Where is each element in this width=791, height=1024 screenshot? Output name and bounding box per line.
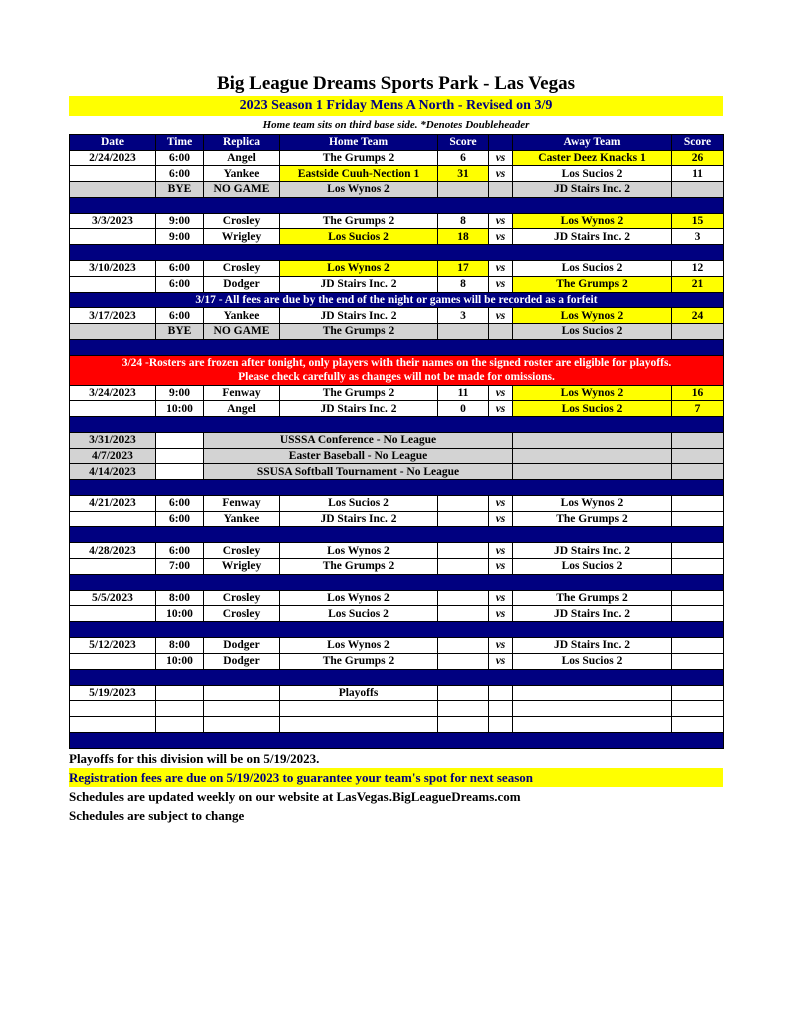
time-cell — [156, 448, 204, 464]
date-cell: 5/19/2023 — [70, 685, 156, 701]
game-row — [70, 229, 724, 245]
away-score-cell — [672, 590, 724, 606]
date-cell — [70, 229, 156, 245]
away-team-cell: JD Stairs Inc. 2 — [513, 182, 672, 198]
away-team-cell: Los Wynos 2 — [513, 385, 672, 401]
away-team-cell: JD Stairs Inc. 2 — [513, 638, 672, 654]
separator-row — [70, 197, 724, 213]
home-team-note: Home team sits on third base side. *Denotes Doubleheader — [262, 119, 530, 131]
date-cell — [70, 166, 156, 182]
blank-cell — [489, 685, 513, 701]
home-score-cell: 31 — [438, 166, 489, 182]
no-league-text: USSSA Conference - No League — [204, 432, 513, 448]
blank-cell — [438, 716, 489, 732]
separator-cell — [70, 574, 724, 590]
home-score-cell: 18 — [438, 229, 489, 245]
replica-cell: Dodger — [204, 276, 280, 292]
game-row — [70, 308, 724, 324]
header-home-team: Home Team — [280, 135, 438, 151]
time-cell — [156, 716, 204, 732]
time-cell: 10:00 — [156, 653, 204, 669]
time-cell: 7:00 — [156, 559, 204, 575]
replica-cell: Crosley — [204, 261, 280, 277]
home-score-cell — [438, 559, 489, 575]
date-cell — [70, 182, 156, 198]
date-cell: 5/12/2023 — [70, 638, 156, 654]
game-row — [70, 166, 724, 182]
home-team-cell: Los Wynos 2 — [280, 543, 438, 559]
home-score-cell: 0 — [438, 401, 489, 417]
time-cell — [156, 432, 204, 448]
notice-text: 3/17 - All fees are due by the end of the night or games will be recorded as a forfeit — [70, 292, 724, 308]
away-team-cell: The Grumps 2 — [513, 590, 672, 606]
schedule-page — [69, 72, 723, 825]
home-score-cell: 6 — [438, 150, 489, 166]
separator-row — [70, 669, 724, 685]
game-row — [70, 385, 724, 401]
away-team-cell: The Grumps 2 — [513, 511, 672, 527]
home-team-cell: JD Stairs Inc. 2 — [280, 401, 438, 417]
replica-cell: Angel — [204, 401, 280, 417]
away-team-cell — [513, 432, 672, 448]
home-score-cell — [438, 638, 489, 654]
bye-row — [70, 323, 724, 339]
vs-cell — [489, 323, 513, 339]
date-cell: 4/7/2023 — [70, 448, 156, 464]
separator-row — [70, 480, 724, 496]
blank-cell — [438, 685, 489, 701]
time-cell: 6:00 — [156, 496, 204, 512]
away-team-cell: Los Sucios 2 — [513, 166, 672, 182]
date-cell — [70, 559, 156, 575]
away-team-cell — [513, 464, 672, 480]
vs-cell: vs — [489, 166, 513, 182]
no-league-row — [70, 432, 724, 448]
away-score-cell — [672, 432, 724, 448]
away-score-cell: 16 — [672, 385, 724, 401]
home-score-cell: 17 — [438, 261, 489, 277]
blank-cell — [438, 701, 489, 717]
home-score-cell — [438, 606, 489, 622]
vs-cell: vs — [489, 276, 513, 292]
schedule-body — [70, 135, 724, 749]
game-row — [70, 276, 724, 292]
time-cell: 6:00 — [156, 150, 204, 166]
replica-cell: Fenway — [204, 385, 280, 401]
home-team-cell — [280, 716, 438, 732]
no-league-text: Easter Baseball - No League — [204, 448, 513, 464]
home-team-cell: Playoffs — [280, 685, 438, 701]
home-team-cell: JD Stairs Inc. 2 — [280, 511, 438, 527]
time-cell: 8:00 — [156, 638, 204, 654]
separator-cell — [70, 480, 724, 496]
date-cell — [70, 606, 156, 622]
roster-notice-line: 3/24 -Rosters are frozen after tonight, only players with their names on the signed roster are eligible for playoffs. — [121, 357, 672, 370]
replica-cell: Crosley — [204, 543, 280, 559]
roster-notice-cell — [70, 355, 724, 385]
time-cell: 6:00 — [156, 543, 204, 559]
date-cell — [70, 701, 156, 717]
home-team-cell — [280, 701, 438, 717]
away-score-cell: 26 — [672, 150, 724, 166]
vs-cell: vs — [489, 511, 513, 527]
blank-cell — [489, 716, 513, 732]
vs-cell: vs — [489, 261, 513, 277]
home-score-cell — [438, 323, 489, 339]
replica-cell: Angel — [204, 150, 280, 166]
replica-cell: Crosley — [204, 213, 280, 229]
date-cell: 3/3/2023 — [70, 213, 156, 229]
date-cell — [70, 653, 156, 669]
blank-cell — [672, 685, 724, 701]
change-note: Schedules are subject to change — [69, 807, 245, 823]
season-subtitle: 2023 Season 1 Friday Mens A North - Revised on 3/9 — [69, 96, 723, 116]
home-score-cell: 8 — [438, 213, 489, 229]
game-row — [70, 590, 724, 606]
separator-row — [70, 416, 724, 432]
date-cell: 4/28/2023 — [70, 543, 156, 559]
away-team-cell: The Grumps 2 — [513, 276, 672, 292]
time-cell: 8:00 — [156, 590, 204, 606]
separator-cell — [70, 197, 724, 213]
replica-cell — [204, 701, 280, 717]
home-team-cell: The Grumps 2 — [280, 323, 438, 339]
date-cell: 2/24/2023 — [70, 150, 156, 166]
replica-cell: Yankee — [204, 511, 280, 527]
separator-cell — [70, 622, 724, 638]
replica-cell: Yankee — [204, 166, 280, 182]
time-cell: 6:00 — [156, 511, 204, 527]
game-row — [70, 511, 724, 527]
home-team-cell: Los Sucios 2 — [280, 229, 438, 245]
game-row — [70, 401, 724, 417]
time-cell: 10:00 — [156, 401, 204, 417]
replica-cell: Crosley — [204, 590, 280, 606]
home-team-cell: JD Stairs Inc. 2 — [280, 276, 438, 292]
separator-cell — [70, 732, 724, 748]
away-team-cell: Los Sucios 2 — [513, 261, 672, 277]
away-score-cell — [672, 543, 724, 559]
vs-cell: vs — [489, 308, 513, 324]
time-cell: 6:00 — [156, 276, 204, 292]
time-cell — [156, 685, 204, 701]
date-cell — [70, 401, 156, 417]
date-cell — [70, 323, 156, 339]
away-score-cell — [672, 182, 724, 198]
vs-cell — [489, 182, 513, 198]
away-team-cell — [513, 448, 672, 464]
away-team-cell: Caster Deez Knacks 1 — [513, 150, 672, 166]
date-cell: 3/24/2023 — [70, 385, 156, 401]
home-team-cell: JD Stairs Inc. 2 — [280, 308, 438, 324]
header-time: Time — [156, 135, 204, 151]
home-score-cell: 11 — [438, 385, 489, 401]
home-score-cell — [438, 590, 489, 606]
separator-row — [70, 527, 724, 543]
date-cell: 3/10/2023 — [70, 261, 156, 277]
away-score-cell: 3 — [672, 229, 724, 245]
separator-row — [70, 574, 724, 590]
home-team-cell: Los Wynos 2 — [280, 182, 438, 198]
replica-cell: Crosley — [204, 606, 280, 622]
date-cell — [70, 511, 156, 527]
no-league-text: SSUSA Softball Tournament - No League — [204, 464, 513, 480]
away-team-cell: Los Sucios 2 — [513, 559, 672, 575]
replica-cell: Wrigley — [204, 229, 280, 245]
time-cell: 9:00 — [156, 385, 204, 401]
playoffs-note: Playoffs for this division will be on 5/19/2023. — [69, 750, 320, 766]
time-cell — [156, 464, 204, 480]
replica-cell: NO GAME — [204, 323, 280, 339]
separator-cell — [70, 245, 724, 261]
no-league-row — [70, 448, 724, 464]
date-cell — [70, 716, 156, 732]
separator-cell — [70, 527, 724, 543]
header-row — [70, 135, 724, 151]
away-score-cell — [672, 323, 724, 339]
away-score-cell: 7 — [672, 401, 724, 417]
game-row — [70, 150, 724, 166]
separator-row — [70, 245, 724, 261]
home-score-cell: 3 — [438, 308, 489, 324]
vs-cell: vs — [489, 229, 513, 245]
vs-cell: vs — [489, 385, 513, 401]
game-row — [70, 606, 724, 622]
away-score-cell: 15 — [672, 213, 724, 229]
playoffs-row — [70, 685, 724, 701]
date-cell: 3/17/2023 — [70, 308, 156, 324]
replica-cell: Wrigley — [204, 559, 280, 575]
vs-cell: vs — [489, 543, 513, 559]
time-cell: 6:00 — [156, 261, 204, 277]
away-score-cell — [672, 511, 724, 527]
time-cell: 9:00 — [156, 229, 204, 245]
away-score-cell — [672, 448, 724, 464]
vs-cell: vs — [489, 401, 513, 417]
time-cell: 9:00 — [156, 213, 204, 229]
away-score-cell — [672, 606, 724, 622]
blank-cell — [672, 701, 724, 717]
time-cell — [156, 701, 204, 717]
away-score-cell: 24 — [672, 308, 724, 324]
away-score-cell — [672, 496, 724, 512]
home-team-cell: The Grumps 2 — [280, 150, 438, 166]
home-team-cell: Los Wynos 2 — [280, 261, 438, 277]
game-row — [70, 559, 724, 575]
registration-note: Registration fees are due on 5/19/2023 to guarantee your team's spot for next season — [69, 768, 723, 787]
away-team-cell: Los Sucios 2 — [513, 323, 672, 339]
home-team-cell: Los Sucios 2 — [280, 606, 438, 622]
away-score-cell — [672, 464, 724, 480]
bye-row — [70, 182, 724, 198]
replica-cell: NO GAME — [204, 182, 280, 198]
blank-cell — [513, 701, 672, 717]
home-team-cell: The Grumps 2 — [280, 213, 438, 229]
separator-cell — [70, 416, 724, 432]
date-cell: 4/14/2023 — [70, 464, 156, 480]
vs-cell: vs — [489, 653, 513, 669]
page-title: Big League Dreams Sports Park - Las Vegas — [216, 73, 576, 94]
time-cell: 6:00 — [156, 166, 204, 182]
home-team-cell: The Grumps 2 — [280, 559, 438, 575]
game-row — [70, 213, 724, 229]
separator-row — [70, 732, 724, 748]
replica-cell — [204, 716, 280, 732]
away-team-cell: JD Stairs Inc. 2 — [513, 543, 672, 559]
replica-cell — [204, 685, 280, 701]
roster-notice-row — [70, 355, 724, 385]
away-team-cell: Los Wynos 2 — [513, 496, 672, 512]
time-cell: 6:00 — [156, 308, 204, 324]
vs-cell: vs — [489, 638, 513, 654]
home-score-cell — [438, 543, 489, 559]
blank-cell — [489, 701, 513, 717]
replica-cell: Yankee — [204, 308, 280, 324]
home-score-cell: 8 — [438, 276, 489, 292]
blank-cell — [672, 716, 724, 732]
vs-cell: vs — [489, 213, 513, 229]
away-score-cell — [672, 559, 724, 575]
date-cell — [70, 276, 156, 292]
home-score-cell — [438, 653, 489, 669]
separator-cell — [70, 669, 724, 685]
away-team-cell: Los Wynos 2 — [513, 213, 672, 229]
blank-cell — [513, 685, 672, 701]
home-score-cell — [438, 182, 489, 198]
vs-cell: vs — [489, 590, 513, 606]
away-team-cell: Los Sucios 2 — [513, 653, 672, 669]
away-score-cell: 21 — [672, 276, 724, 292]
game-row — [70, 496, 724, 512]
away-score-cell — [672, 638, 724, 654]
game-row — [70, 638, 724, 654]
no-league-row — [70, 464, 724, 480]
notice-row — [70, 292, 724, 308]
header-home-score: Score — [438, 135, 489, 151]
game-row — [70, 261, 724, 277]
home-team-cell: Los Wynos 2 — [280, 590, 438, 606]
date-cell: 4/21/2023 — [70, 496, 156, 512]
away-score-cell: 12 — [672, 261, 724, 277]
game-row — [70, 653, 724, 669]
header-date: Date — [70, 135, 156, 151]
vs-cell: vs — [489, 150, 513, 166]
home-team-cell: Eastside Cuuh-Nection 1 — [280, 166, 438, 182]
home-team-cell: The Grumps 2 — [280, 653, 438, 669]
vs-cell: vs — [489, 559, 513, 575]
vs-cell: vs — [489, 606, 513, 622]
date-cell: 5/5/2023 — [70, 590, 156, 606]
header-vs — [489, 135, 513, 151]
vs-cell: vs — [489, 496, 513, 512]
time-cell: 10:00 — [156, 606, 204, 622]
roster-notice-line: Please check carefully as changes will not be made for omissions. — [238, 371, 555, 384]
replica-cell: Dodger — [204, 653, 280, 669]
home-score-cell — [438, 511, 489, 527]
away-team-cell: JD Stairs Inc. 2 — [513, 229, 672, 245]
header-away-score: Score — [672, 135, 724, 151]
home-team-cell: Los Wynos 2 — [280, 638, 438, 654]
away-team-cell: Los Wynos 2 — [513, 308, 672, 324]
away-score-cell: 11 — [672, 166, 724, 182]
home-team-cell: The Grumps 2 — [280, 385, 438, 401]
header-replica: Replica — [204, 135, 280, 151]
separator-row — [70, 339, 724, 355]
time-cell: BYE — [156, 323, 204, 339]
header-away-team: Away Team — [513, 135, 672, 151]
website-note: Schedules are updated weekly on our website at LasVegas.BigLeagueDreams.com — [69, 788, 521, 804]
time-cell: BYE — [156, 182, 204, 198]
date-cell: 3/31/2023 — [70, 432, 156, 448]
replica-cell: Fenway — [204, 496, 280, 512]
replica-cell: Dodger — [204, 638, 280, 654]
away-team-cell: Los Sucios 2 — [513, 401, 672, 417]
separator-row — [70, 622, 724, 638]
game-row — [70, 543, 724, 559]
away-score-cell — [672, 653, 724, 669]
home-team-cell: Los Sucios 2 — [280, 496, 438, 512]
blank-cell — [513, 716, 672, 732]
separator-cell — [70, 339, 724, 355]
empty-row — [70, 701, 724, 717]
empty-row — [70, 716, 724, 732]
away-team-cell: JD Stairs Inc. 2 — [513, 606, 672, 622]
schedule-table — [69, 134, 724, 749]
home-score-cell — [438, 496, 489, 512]
